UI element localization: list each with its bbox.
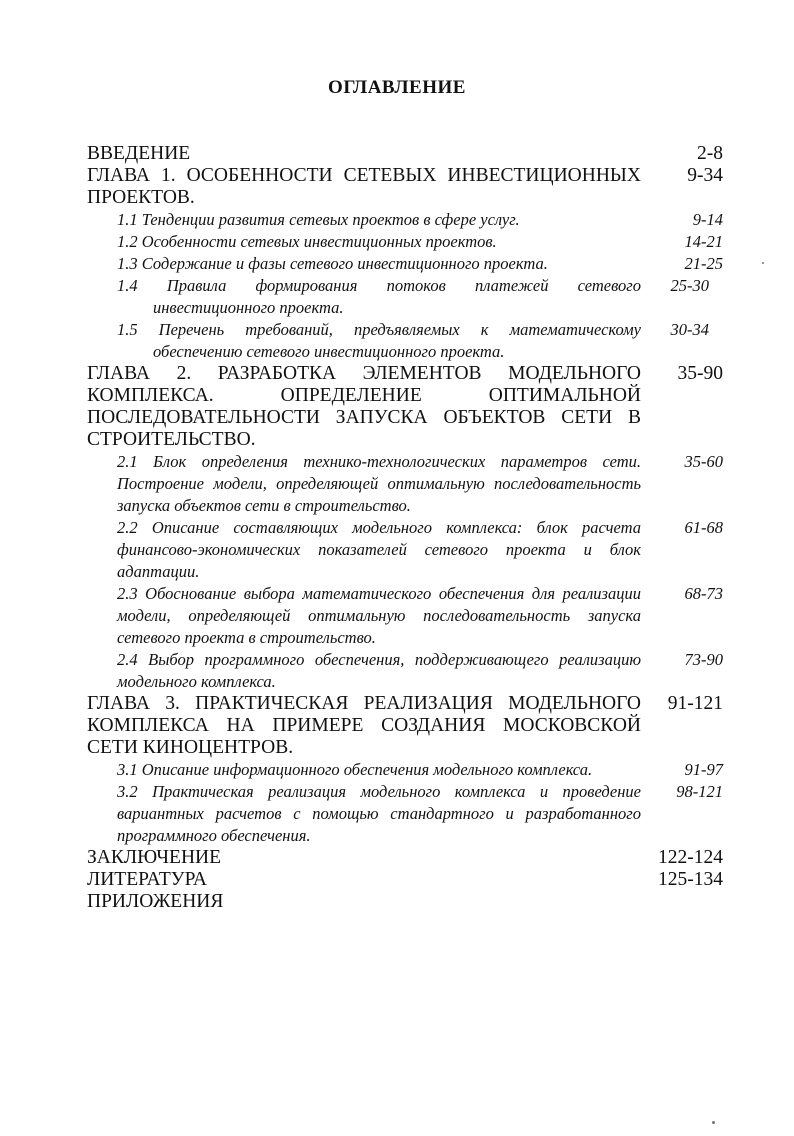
entry-pages: 2-8 (697, 143, 723, 164)
toc-entry-literature (87, 869, 723, 891)
toc-entry-chapter-3 (87, 693, 723, 759)
toc-entry-section-2-2 (87, 517, 723, 583)
entry-pages: 73-90 (684, 650, 723, 669)
page-title: ОГЛАВЛЕНИЕ (328, 77, 466, 98)
toc-entry-chapter-2 (87, 363, 723, 451)
toc-entry-section-2-1 (87, 451, 723, 517)
toc-entry-section-1-4 (87, 275, 723, 319)
entry-text: 2.1 Блок определения технико-технологических параметров сети. Построение модели, определяющей оптимальную последовательность запуска объектов сети в строительство. (117, 452, 641, 515)
entry-text: 1.3 Содержание и фазы сетевого инвестиционного проекта. (117, 254, 548, 273)
toc-entry-introduction (87, 143, 723, 165)
entry-pages: 91-97 (684, 760, 723, 779)
entry-pages: 61-68 (684, 518, 723, 537)
entry-pages: 91-121 (667, 693, 723, 714)
table-of-contents (87, 143, 723, 913)
toc-entry-section-1-2 (87, 231, 723, 253)
entry-text: ГЛАВА 2. РАЗРАБОТКА ЭЛЕМЕНТОВ МОДЕЛЬНОГО КОМПЛЕКСА. ОПРЕДЕЛЕНИЕ ОПТИМАЛЬНОЙ ПОСЛЕДОВАТЕЛЬНОСТИ ЗАПУСКА ОБЪЕКТОВ СЕТИ В СТРОИТЕЛЬСТВО. (87, 363, 641, 450)
entry-pages: 98-121 (676, 782, 723, 801)
entry-text: ВВЕДЕНИЕ (87, 143, 191, 164)
entry-pages: 30-34 (670, 320, 709, 339)
entry-text: 1.5 Перечень требований, предъявляемых к математическому обеспечению сетевого инвестиционного проекта. (117, 320, 641, 361)
entry-text: 3.2 Практическая реализация модельного комплекса и проведение вариантных расчетов с помощью стандартного и разработанного программного обеспечения. (117, 782, 641, 845)
entry-pages: 68-73 (684, 584, 723, 603)
entry-pages: 35-60 (684, 452, 723, 471)
toc-entry-section-1-1 (87, 209, 723, 231)
entry-pages: 125-134 (658, 869, 723, 890)
entry-pages: 9-34 (687, 165, 723, 186)
toc-entry-chapter-1 (87, 165, 723, 209)
scan-speck (762, 262, 764, 264)
entry-pages: 9-14 (692, 210, 723, 229)
entry-text: 1.2 Особенности сетевых инвестиционных проектов. (117, 232, 497, 251)
toc-entry-appendices (87, 891, 723, 913)
entry-text: ЛИТЕРАТУРА (87, 869, 207, 890)
entry-text: 1.4 Правила формирования потоков платежей сетевого инвестиционного проекта. (117, 276, 641, 317)
toc-entry-section-3-1 (87, 759, 723, 781)
scan-speck (712, 1121, 715, 1124)
entry-text: 1.1 Тенденции развития сетевых проектов в сфере услуг. (117, 210, 520, 229)
entry-text: 2.4 Выбор программного обеспечения, поддерживающего реализацию модельного комплекса. (117, 650, 641, 691)
entry-pages: 35-90 (677, 363, 723, 384)
entry-pages: 122-124 (658, 847, 723, 868)
entry-text: ГЛАВА 1. ОСОБЕННОСТИ СЕТЕВЫХ ИНВЕСТИЦИОННЫХ ПРОЕКТОВ. (87, 165, 641, 208)
entry-text: 2.2 Описание составляющих модельного комплекса: блок расчета финансово-экономических показателей сетевого проекта и блок адаптации. (117, 518, 641, 581)
entry-text: 2.3 Обоснование выбора математического обеспечения для реализации модели, определяющей оптимальную последовательность запуска сетевого проекта в строительство. (117, 584, 641, 647)
entry-text: ГЛАВА 3. ПРАКТИЧЕСКАЯ РЕАЛИЗАЦИЯ МОДЕЛЬНОГО КОМПЛЕКСА НА ПРИМЕРЕ СОЗДАНИЯ МОСКОВСКОЙ СЕТИ КИНОЦЕНТРОВ. (87, 693, 641, 758)
toc-entry-section-2-3 (87, 583, 723, 649)
toc-entry-section-3-2 (87, 781, 723, 847)
entry-pages: 21-25 (684, 254, 723, 273)
entry-pages: 25-30 (670, 276, 709, 295)
entry-text: ЗАКЛЮЧЕНИЕ (87, 847, 222, 868)
toc-entry-section-2-4 (87, 649, 723, 693)
entry-pages: 14-21 (684, 232, 723, 251)
entry-text: 3.1 Описание информационного обеспечения модельного комплекса. (117, 760, 593, 779)
toc-entry-conclusion (87, 847, 723, 869)
entry-text: ПРИЛОЖЕНИЯ (87, 891, 224, 912)
toc-entry-section-1-5 (87, 319, 723, 363)
toc-entry-section-1-3 (87, 253, 723, 275)
